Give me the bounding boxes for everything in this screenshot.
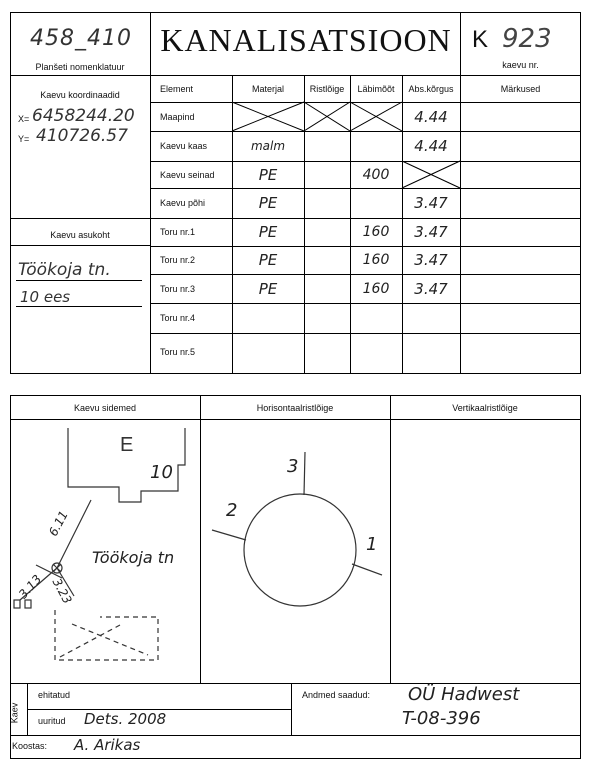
row-material: PE [258, 251, 278, 269]
row-height: 3.47 [414, 223, 448, 241]
location-line1: Töökoja tn. [18, 260, 111, 280]
col-header-height: Abs.kõrgus [408, 83, 454, 94]
distance-corner-left: 3.13 [16, 572, 45, 602]
well-number: 923 [502, 24, 552, 54]
data-source-value: OÜ Hadwest [408, 684, 520, 705]
nomenclature-label: Planšeti nomenklatuur [35, 62, 125, 72]
coord-y-label: Y= [18, 134, 30, 144]
row-diameter: 160 [362, 280, 390, 297]
row-height: 4.44 [414, 107, 448, 126]
pipe-label-3: 3 [287, 456, 299, 477]
row-element: Kaevu seinad [160, 169, 215, 180]
measured-label: uuritud [38, 716, 66, 726]
row-element: Toru nr.3 [160, 283, 196, 294]
row-diameter: 160 [362, 252, 390, 268]
built-label: ehitatud [38, 690, 71, 700]
pipe-label-1: 1 [366, 534, 378, 555]
col-header-section: Ristlõige [309, 83, 345, 94]
location-line2: 10 ees [20, 288, 71, 306]
row-element: Toru nr.1 [160, 227, 196, 237]
row-height: 3.47 [414, 251, 448, 269]
location-label: Kaevu asukoht [50, 230, 110, 240]
measured-value: Dets. 2008 [84, 710, 167, 728]
row-element: Toru nr.4 [160, 313, 196, 323]
coord-x-label: X= [18, 114, 30, 124]
row-diameter: 400 [362, 166, 390, 183]
page-title: KANALISATSIOON [160, 22, 452, 58]
col-header-diameter: Läbimõõt [357, 83, 395, 94]
coords-label: Kaevu koordinaadid [40, 90, 120, 100]
data-source-label: Andmed saadud: [302, 690, 371, 700]
row-material: PE [258, 165, 278, 184]
row-height: 3.47 [414, 194, 448, 212]
nomenclature-value: 458_410 [30, 26, 132, 51]
row-element: Toru nr.2 [160, 255, 196, 265]
row-material: PE [258, 223, 278, 241]
author-value: A. Arikas [74, 736, 141, 754]
col-header-material: Materjal [251, 83, 284, 94]
row-material: PE [258, 279, 278, 298]
well-number-label: kaevu nr. [502, 60, 539, 70]
row-element: Toru nr.5 [160, 347, 196, 357]
distance-corner-right: 3.23 [49, 576, 75, 607]
sketch-col3-label: Vertikaalristlõige [452, 403, 518, 413]
sketch-col1-label: Kaevu sidemed [73, 403, 137, 413]
data-source-code: T-08-396 [402, 708, 481, 729]
col-header-element: Element [160, 83, 194, 94]
row-diameter: 160 [362, 224, 390, 240]
row-element: Kaevu põhi [160, 198, 206, 208]
row-material: malm [250, 139, 286, 153]
row-element: Kaevu kaas [160, 141, 208, 151]
row-element: Maapind [160, 111, 195, 122]
coord-y-value: 410726.57 [36, 126, 128, 146]
col-header-notes: Märkused [500, 83, 541, 94]
building-letter: E [120, 434, 134, 456]
pipe-label-2: 2 [226, 500, 238, 521]
distance-building: 6.11 [46, 508, 71, 539]
street-name: Töökoja tn [92, 548, 175, 567]
coord-x-value: 6458244.20 [32, 106, 135, 126]
footer-side-label: Kaev [9, 702, 20, 724]
author-label: Koostas: [12, 741, 48, 751]
well-prefix: K [472, 26, 489, 53]
row-material: PE [258, 194, 278, 212]
building-number: 10 [150, 462, 173, 483]
row-height: 3.47 [414, 279, 448, 298]
row-height: 4.44 [414, 137, 448, 155]
sketch-col2-label: Horisontaalristlõige [256, 403, 334, 413]
